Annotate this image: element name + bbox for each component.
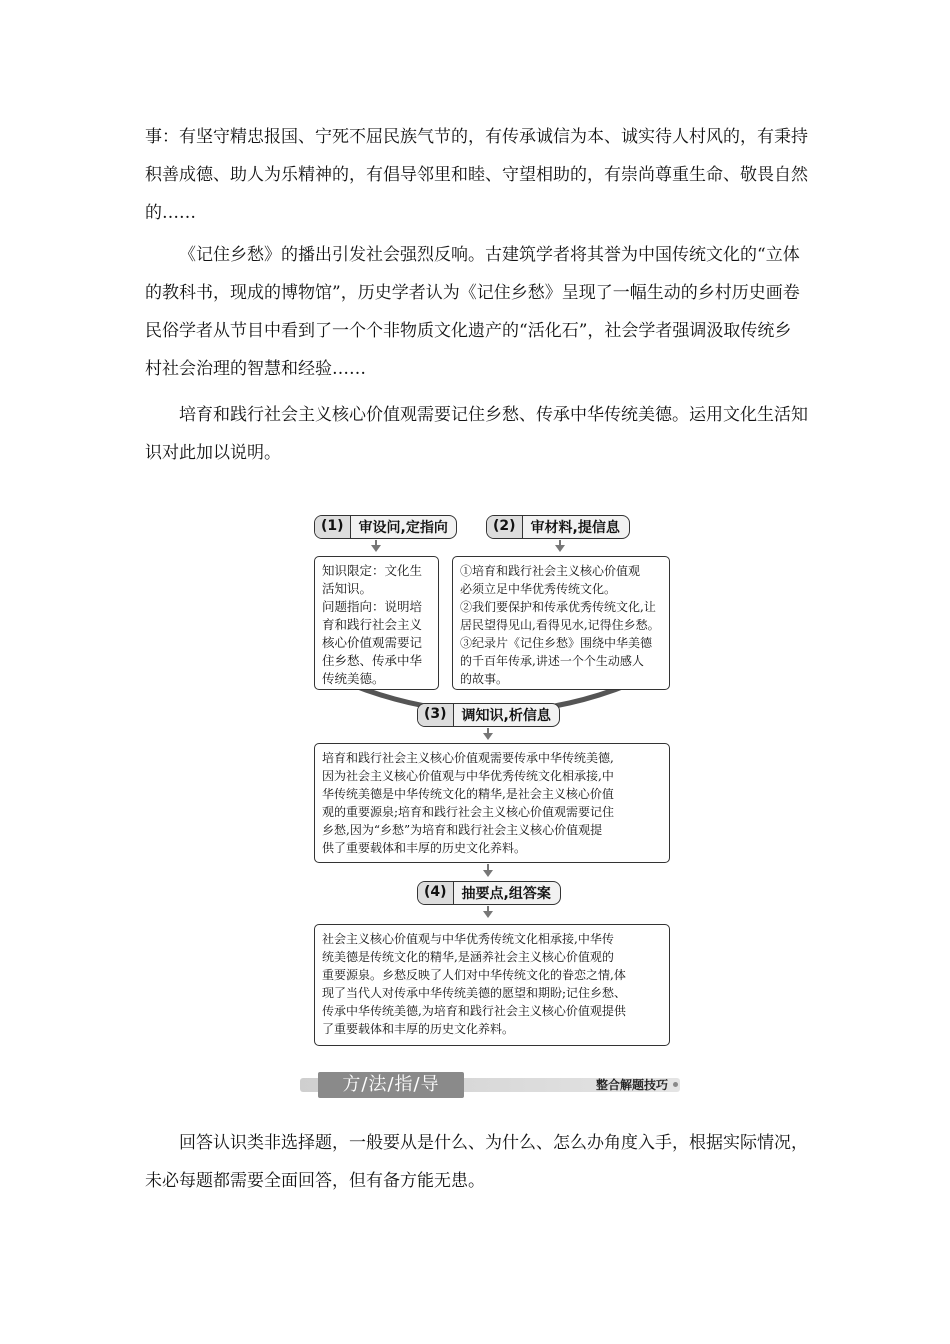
box-question-scope — [314, 556, 439, 690]
box-line: 活知识。 — [322, 581, 373, 596]
paragraph-3 — [145, 396, 815, 472]
box-line: 了重要载体和丰厚的历史文化养料。 — [322, 1022, 515, 1036]
banner-title: 方/法/指/导 — [318, 1072, 464, 1098]
box-line: 问题指向：说明培 — [322, 599, 423, 614]
box-line: 的故事。 — [460, 672, 509, 686]
box-line: 社会主义核心价值观与中华优秀传统文化相承接,中华传 — [322, 932, 614, 946]
arrow-down-icon — [483, 733, 493, 740]
text-line: 培育和践行社会主义核心价值观需要记住乡愁、传承中华传统美德。运用文化生活知 — [179, 405, 808, 425]
step4-header — [417, 881, 561, 905]
text-line: 村社会治理的智慧和经验…… — [145, 359, 366, 379]
step3-header — [417, 703, 560, 727]
text-line: 民俗学者从节目中看到了一个个非物质文化遗产的“活化石”，社会学者强调汲取传统乡 — [145, 321, 792, 341]
step1-number: (1) — [315, 516, 351, 538]
box-line: 供了重要载体和丰厚的历史文化养料。 — [322, 841, 527, 855]
box-line: 乡愁,因为“乡愁”为培育和践行社会主义核心价值观提 — [322, 823, 603, 837]
box-line: 培育和践行社会主义核心价值观需要传承中华传统美德, — [322, 751, 614, 765]
step2-number: (2) — [487, 516, 523, 538]
box-line: 华传统美德是中华传统文化的精华,是社会主义核心价值 — [322, 787, 614, 801]
box-line: 核心价值观需要记 — [322, 635, 423, 650]
box-line: 育和践行社会主义 — [322, 617, 423, 632]
text-line: 事：有坚守精忠报国、宁死不屈民族气节的，有传承诚信为本、诚实待人村风的，有秉持 — [145, 127, 808, 147]
box-line: 的千百年传承,讲述一个个生动感人 — [460, 654, 644, 668]
paragraph-1 — [145, 118, 815, 232]
step4-label: 抽要点,组答案 — [461, 886, 551, 902]
box-answer — [314, 924, 670, 1046]
paragraph-4 — [145, 1124, 815, 1200]
arrow-down-icon — [483, 870, 493, 877]
box-material-info — [452, 556, 670, 690]
bullet-dot-icon — [673, 1082, 678, 1087]
step2-header — [486, 515, 630, 539]
step3-number: (3) — [418, 704, 454, 726]
box-line: 必须立足中华优秀传统文化。 — [460, 582, 617, 596]
text-line: 《记住乡愁》的播出引发社会强烈反响。古建筑学者将其誉为中国传统文化的“立体 — [179, 245, 800, 265]
method-guide-banner — [300, 1072, 680, 1098]
text-line: 识对此加以说明。 — [145, 443, 281, 463]
box-line: 传承中华传统美德,为培育和践行社会主义核心价值观提供 — [322, 1004, 626, 1018]
box-line: 居民望得见山,看得见水,记得住乡愁。 — [460, 618, 660, 632]
step3-label: 调知识,析信息 — [461, 708, 551, 724]
box-line: 现了当代人对传承中华传统美德的愿望和期盼;记住乡愁、 — [322, 986, 627, 1000]
box-line: 传统美德。 — [322, 671, 385, 686]
text-line: 积善成德、助人为乐精神的，有倡导邻里和睦、守望相助的，有崇尚尊重生命、敬畏自然 — [145, 165, 808, 185]
text-line: 回答认识类非选择题，一般要从是什么、为什么、怎么办角度入手，根据实际情况， — [179, 1133, 808, 1153]
step1-label: 审设问,定指向 — [358, 520, 448, 536]
box-line: 因为社会主义核心价值观与中华优秀传统文化相承接,中 — [322, 769, 614, 783]
banner-subtitle: 整合解题技巧 — [595, 1078, 668, 1092]
box-knowledge-analysis — [314, 743, 670, 863]
text-line: 的…… — [145, 203, 196, 223]
box-line: 重要源泉。乡愁反映了人们对中华传统文化的眷恋之情,体 — [322, 968, 626, 982]
box-line: 统美德是传统文化的精华,是涵养社会主义核心价值观的 — [322, 950, 614, 964]
arrow-down-icon — [555, 545, 565, 552]
step4-number: (4) — [418, 882, 454, 904]
step1-header — [314, 515, 457, 539]
box-line: 观的重要源泉;培育和践行社会主义核心价值观需要记住 — [322, 805, 615, 819]
box-line: 知识限定：文化生 — [322, 563, 423, 578]
box-line: ③纪录片《记住乡愁》围绕中华美德 — [460, 636, 653, 650]
box-line: 住乡愁、传承中华 — [322, 653, 423, 668]
text-line: 的教科书，现成的博物馆”，历史学者认为《记住乡愁》呈现了一幅生动的乡村历史画卷 — [145, 283, 800, 303]
text-line: 未必每题都需要全面回答，但有备方能无患。 — [145, 1171, 485, 1191]
step2-label: 审材料,提信息 — [530, 520, 620, 536]
arrow-down-icon — [371, 545, 381, 552]
paragraph-2 — [145, 236, 815, 388]
box-line: ②我们要保护和传承优秀传统文化,让 — [460, 600, 656, 614]
box-line: ①培育和践行社会主义核心价值观 — [460, 564, 641, 578]
arrow-down-icon — [483, 911, 493, 918]
